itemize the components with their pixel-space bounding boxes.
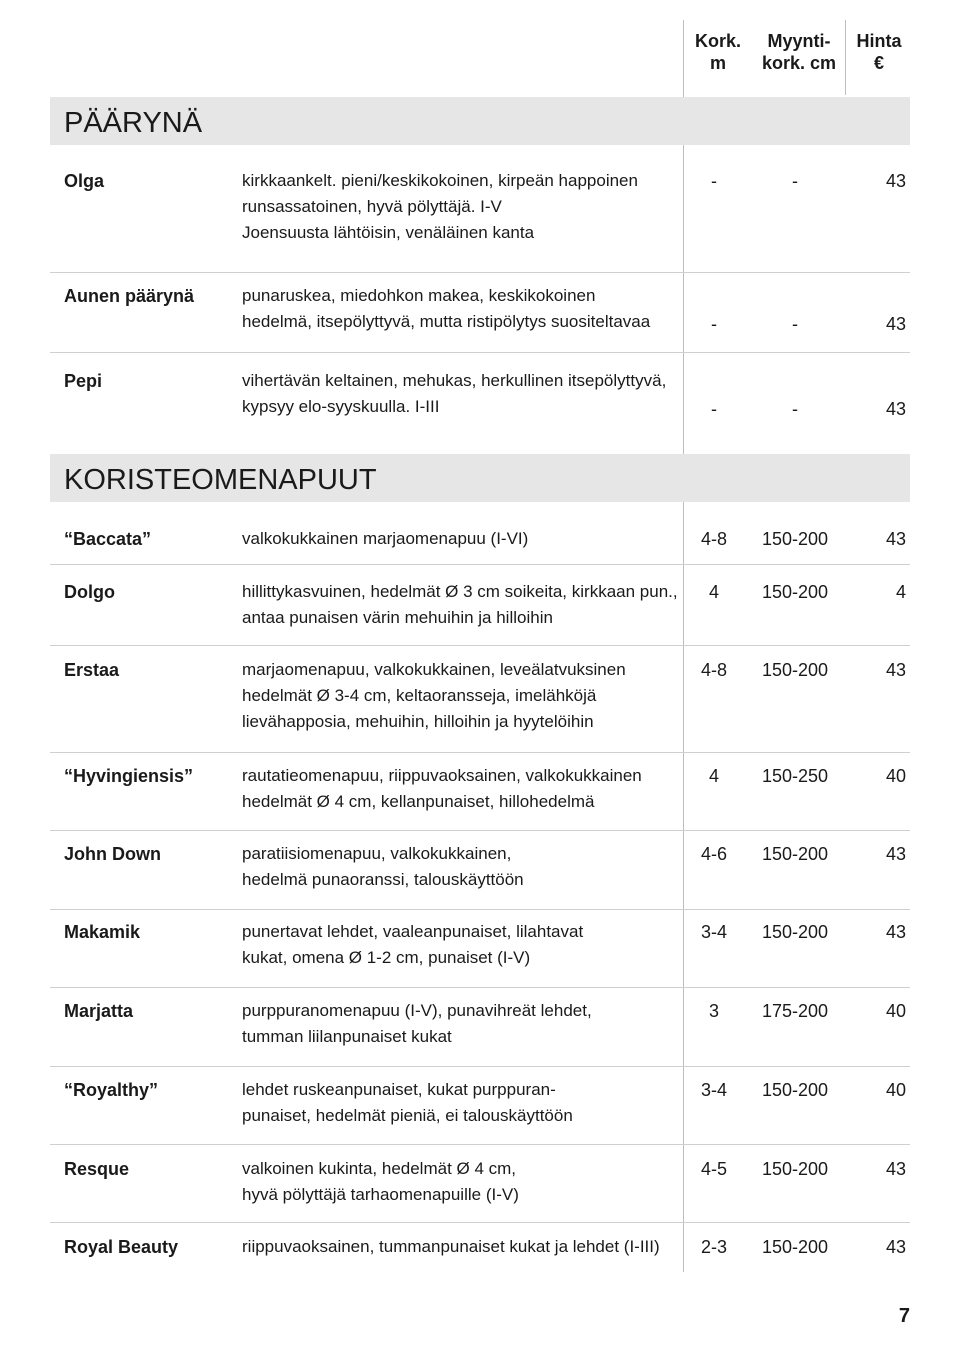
product-name: Royal Beauty [64, 1237, 179, 1257]
price-value: 40 [885, 1001, 906, 1021]
product-description: paratiisiomenapuu, valkokukkainen, hedelmä punaoranssi, talouskäyttöön [242, 844, 524, 889]
section-heading: PÄÄRYNÄ [50, 97, 910, 145]
sales-height-value: 150-200 [761, 1237, 829, 1257]
table-row [50, 753, 910, 831]
height-value: 3-4 [700, 922, 727, 942]
table-row [50, 1145, 910, 1223]
price-value: 43 [885, 399, 906, 419]
height-value: 4-5 [700, 1159, 727, 1179]
table-row [50, 910, 910, 988]
header-kork: Kork. m [694, 31, 741, 73]
price-value: 43 [885, 844, 906, 864]
product-name: “Royalthy” [64, 1080, 159, 1100]
product-description: riippuvaoksainen, tummanpunaiset kukat ja lehdet (I-III) [242, 1237, 660, 1256]
height-value: 4-8 [700, 529, 727, 549]
table-row [50, 155, 910, 273]
product-description: punertavat lehdet, vaaleanpunaiset, lilahtavat kukat, omena Ø 1-2 cm, punaiset (I-V) [242, 922, 584, 967]
height-value: 3 [708, 1001, 719, 1021]
price-value: 4 [895, 582, 906, 602]
sales-height-value: 150-250 [761, 766, 829, 786]
height-value: 4 [708, 582, 719, 602]
sales-height-value: 150-200 [761, 582, 829, 602]
price-value: 40 [885, 766, 906, 786]
table-row [50, 273, 910, 353]
price-value: 43 [885, 922, 906, 942]
sales-height-value: 150-200 [761, 529, 829, 549]
header-hinta: Hinta € [856, 31, 902, 73]
product-name: “Baccata” [64, 529, 152, 549]
product-name: John Down [64, 844, 161, 864]
product-description: lehdet ruskeanpunaiset, kukat purppuran- punaiset, hedelmät pieniä, ei talouskäyttöön [242, 1080, 573, 1125]
price-value: 43 [885, 660, 906, 680]
page-number: 7 [898, 1305, 910, 1327]
height-value: 4-6 [700, 844, 727, 864]
product-name: Marjatta [64, 1001, 134, 1021]
sales-height-value: - [792, 399, 798, 419]
product-name: Aunen päärynä [64, 286, 195, 306]
product-name: Olga [64, 171, 105, 191]
product-description: rautatieomenapuu, riippuvaoksainen, valkokukkainen hedelmät Ø 4 cm, kellanpunaiset, hillohedelmä [242, 766, 642, 811]
height-value: - [711, 314, 717, 334]
sales-height-value: 150-200 [761, 660, 829, 680]
price-value: 43 [885, 529, 906, 549]
section-heading: KORISTEOMENAPUUT [50, 454, 910, 502]
product-description: punaruskea, miedohkon makea, keskikokoinen hedelmä, itsepölyttyvä, mutta ristipölytys suositeltavaa [242, 286, 651, 331]
sales-height-value: 150-200 [761, 922, 829, 942]
sales-height-value: 150-200 [761, 844, 829, 864]
product-description: purppuranomenapuu (I-V), punavihreät lehdet, tumman liilanpunaiset kukat [242, 1001, 592, 1046]
product-description: vihertävän keltainen, mehukas, herkullinen itsepölyttyvä, kypsyy elo-syyskuulla. I-III [242, 371, 667, 416]
sales-height-value: 150-200 [761, 1080, 829, 1100]
product-description: hillittykasvuinen, hedelmät Ø 3 cm soikeita, kirkkaan pun., antaa punaisen värin mehuihin ja hilloihin [242, 582, 678, 627]
height-value: 4-8 [700, 660, 727, 680]
table-row [50, 1223, 910, 1272]
product-description: marjaomenapuu, valkokukkainen, leveälatvuksinen hedelmät Ø 3-4 cm, keltaoransseja, imelähköjä lievähapposia, mehuihin, hilloihin ja hyytelöihin [242, 660, 626, 731]
product-name: Pepi [64, 371, 103, 391]
sales-height-value: - [792, 171, 798, 191]
sales-height-value: 175-200 [761, 1001, 829, 1021]
table-row [50, 988, 910, 1067]
price-value: 43 [885, 1237, 906, 1257]
product-description: valkokukkainen marjaomenapuu (I-VI) [242, 529, 529, 548]
price-value: 43 [885, 171, 906, 191]
product-description: valkoinen kukinta, hedelmät Ø 4 cm, hyvä pölyttäjä tarhaomenapuille (I-V) [242, 1159, 519, 1204]
sales-height-value: - [792, 314, 798, 334]
product-name: Erstaa [64, 660, 120, 680]
price-value: 43 [885, 1159, 906, 1179]
table-row [50, 1067, 910, 1145]
product-description: kirkkaankelt. pieni/keskikokoinen, kirpeän happoinen runsassatoinen, hyvä pölyttäjä. I-V Joensuusta lähtöisin, venäläinen kanta [242, 171, 638, 242]
height-value: - [711, 171, 717, 191]
table-row [50, 515, 910, 565]
price-value: 43 [885, 314, 906, 334]
height-value: 3-4 [700, 1080, 727, 1100]
product-name: Dolgo [64, 582, 115, 602]
table-row [50, 353, 910, 448]
price-value: 40 [885, 1080, 906, 1100]
table-row [50, 565, 910, 646]
sales-height-value: 150-200 [761, 1159, 829, 1179]
header-myyntikork: Myynti- kork. cm [761, 31, 837, 73]
height-value: - [711, 399, 717, 419]
height-value: 4 [708, 766, 719, 786]
table-row [50, 646, 910, 753]
product-name: Makamik [64, 922, 141, 942]
height-value: 2-3 [700, 1237, 727, 1257]
product-name: Resque [64, 1159, 130, 1179]
table-row [50, 831, 910, 910]
product-name: “Hyvingiensis” [64, 766, 194, 786]
